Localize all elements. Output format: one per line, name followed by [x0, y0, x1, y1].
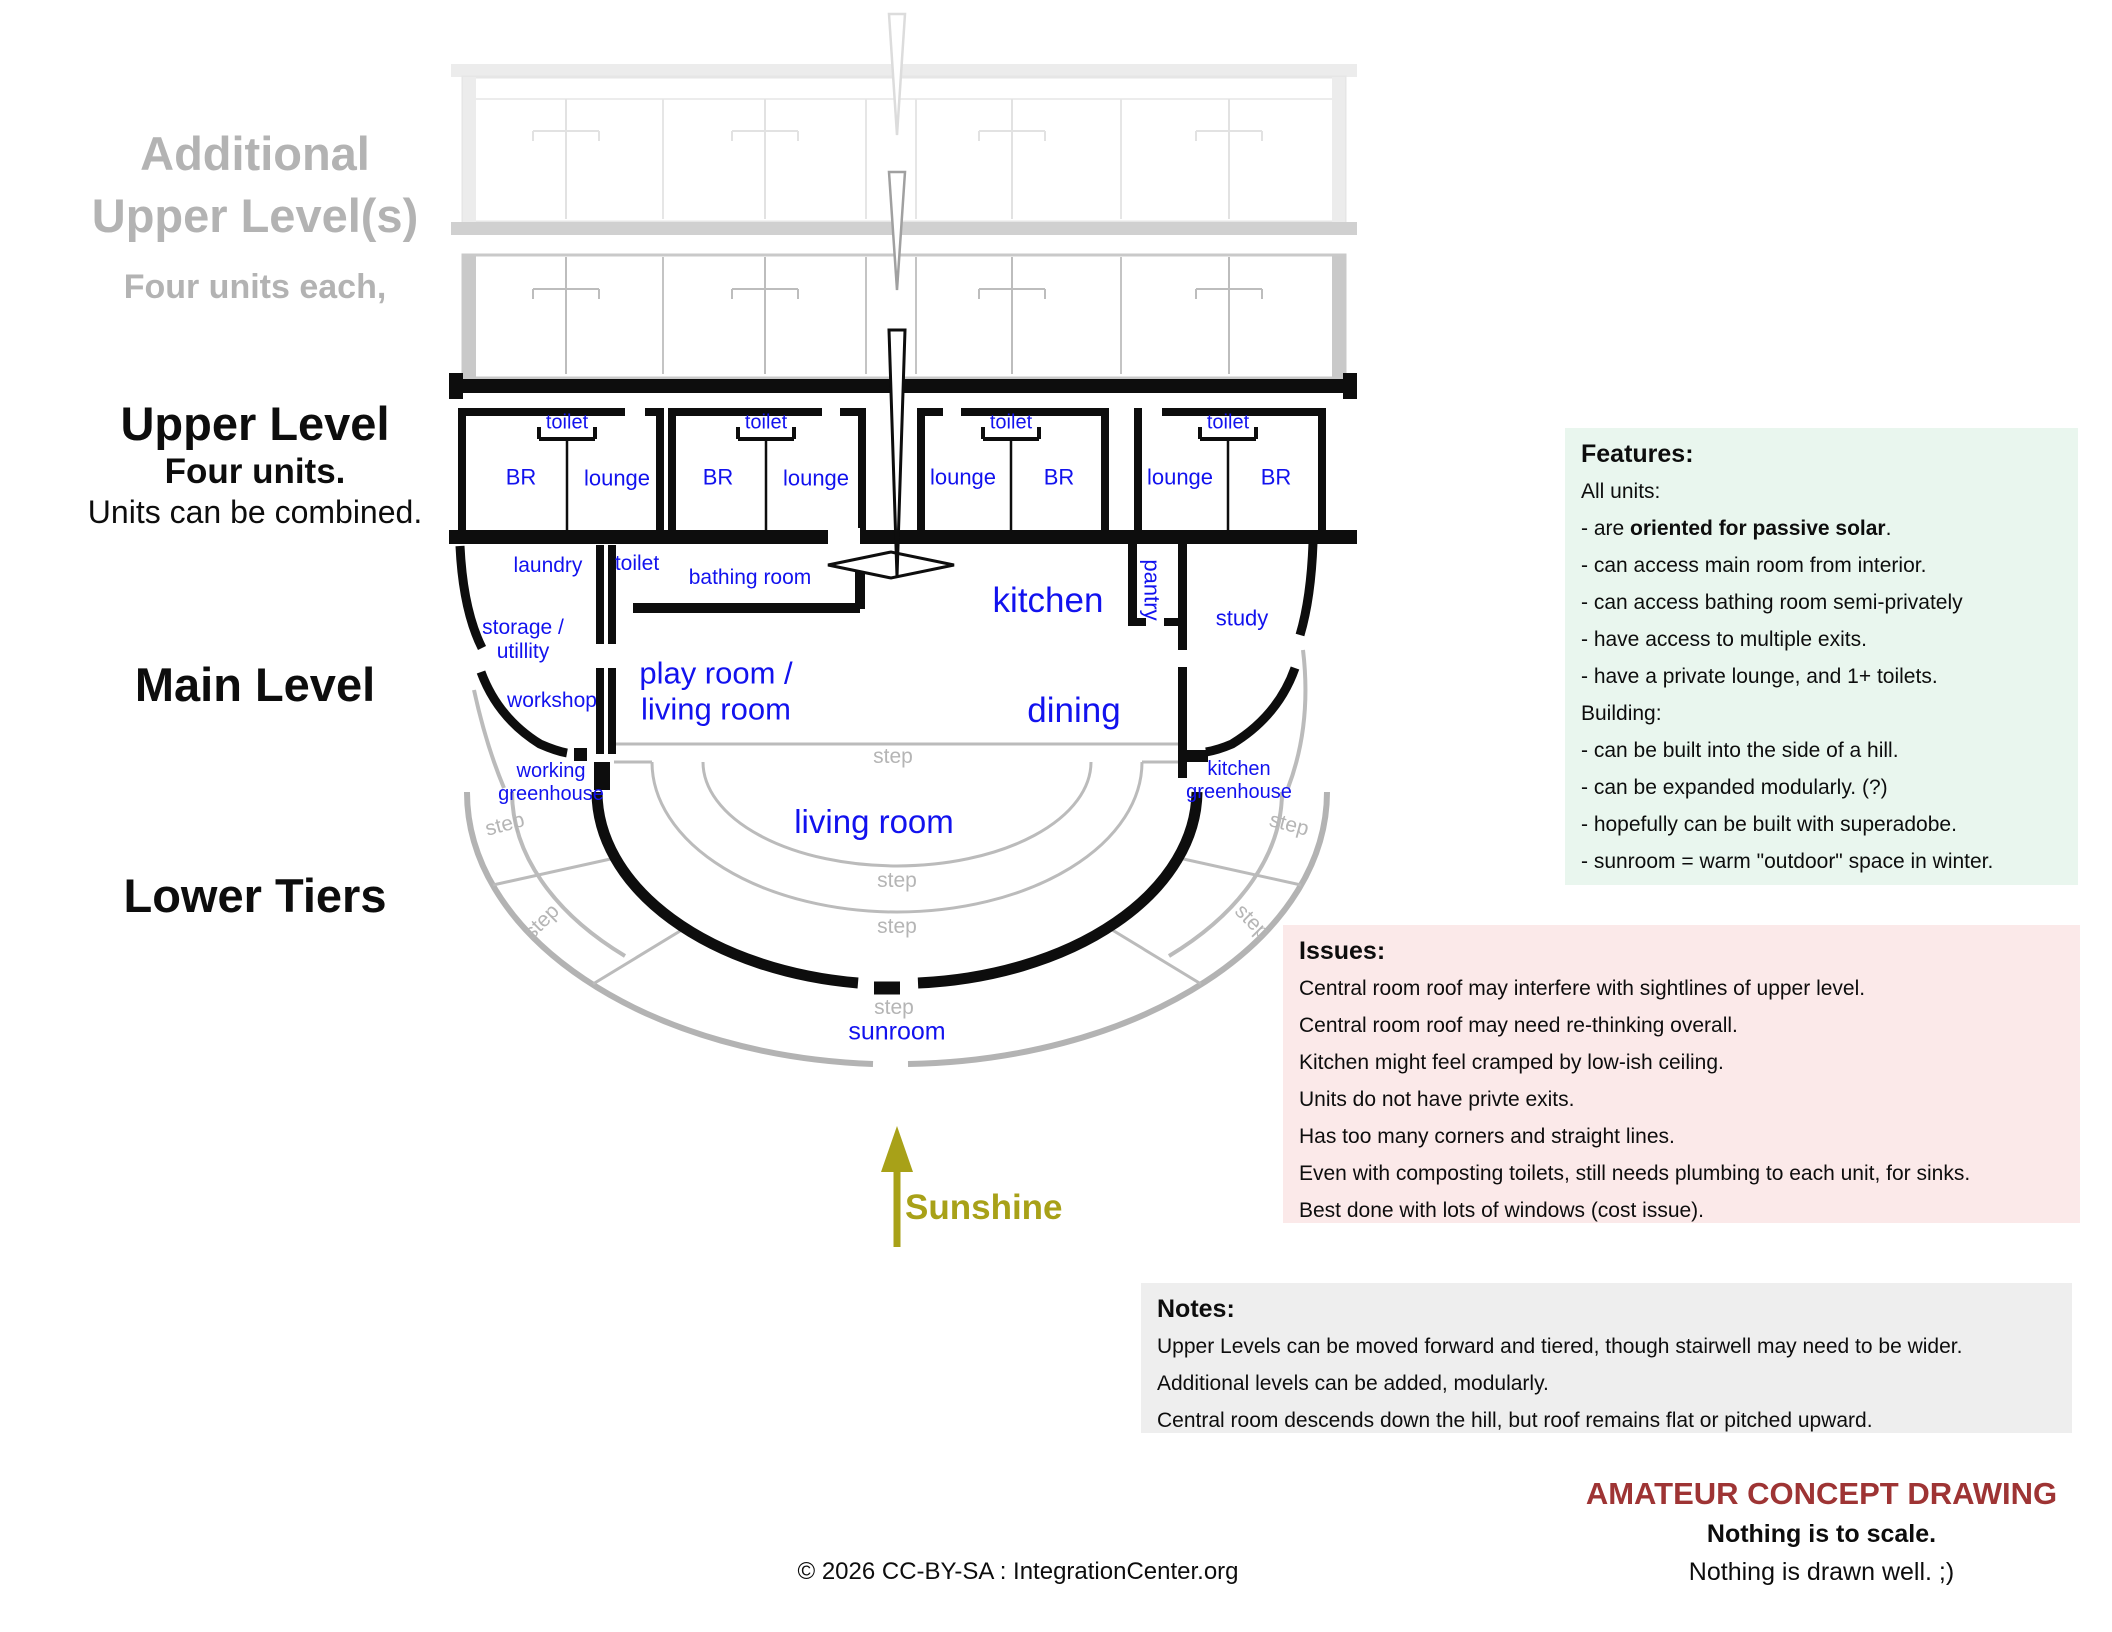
unit1-br-label: BR — [505, 464, 537, 490]
step-label-right-upper: step — [1266, 808, 1312, 841]
step-label-left-lower: step — [519, 899, 564, 944]
notes-title: Notes: — [1157, 1295, 1235, 1323]
upper-level-subheading: Four units. — [164, 452, 346, 491]
unit4-lounge-label: lounge — [1146, 464, 1214, 490]
room-label-laundry: laundry — [513, 553, 583, 577]
nothing-to-scale-text: Nothing is to scale. — [1706, 1520, 1937, 1548]
features-title: Features: — [1581, 440, 1694, 468]
unit1-toilet-label: toilet — [545, 411, 589, 434]
four-units-each-subheading: Four units each, — [123, 268, 387, 306]
additional-upper-levels-heading-line2: Upper Level(s) — [91, 189, 419, 242]
room-label-bathing-room: bathing room — [688, 565, 812, 589]
sunshine-arrow-icon — [881, 1126, 913, 1247]
features-line: - sunroom = warm "outdoor" space in winter. — [1581, 850, 1994, 873]
features-line: Building: — [1581, 702, 1662, 725]
room-label-kitchen: kitchen — [992, 580, 1104, 620]
unit2-lounge-label: lounge — [782, 465, 850, 491]
room-label-dining: dining — [1027, 690, 1121, 730]
features-line: - have a private lounge, and 1+ toilets. — [1581, 665, 1938, 688]
features-panel — [1565, 428, 2078, 885]
features-line: All units: — [1581, 480, 1661, 503]
upper-level-heading: Upper Level — [120, 397, 390, 450]
issues-line: Central room roof may interfere with sightlines of upper level. — [1299, 977, 1866, 1000]
step-label-1: step — [873, 745, 913, 768]
unit4-br-label: BR — [1260, 464, 1292, 490]
room-label-play-living: play room / living room — [639, 655, 793, 726]
ghost-level-top — [451, 64, 1357, 235]
step-label-3: step — [877, 915, 917, 938]
issues-line: Central room roof may need re-thinking overall. — [1299, 1014, 1738, 1037]
step-label-right-lower: step — [1230, 899, 1275, 944]
amateur-concept-drawing-text: AMATEUR CONCEPT DRAWING — [1585, 1476, 2058, 1511]
issues-line: Kitchen might feel cramped by low-ish ceiling. — [1299, 1051, 1724, 1074]
sunshine-label: Sunshine — [905, 1188, 1063, 1227]
room-label-storage-utility: storage / utillity — [482, 615, 564, 663]
room-label-sunroom: sunroom — [848, 1017, 946, 1046]
room-label-toilet-main: toilet — [614, 551, 660, 575]
room-label-pantry: pantry — [1139, 559, 1165, 621]
issues-line: Best done with lots of windows (cost issue). — [1299, 1199, 1705, 1222]
lower-tiers-heading: Lower Tiers — [123, 869, 387, 922]
nothing-drawn-well-text: Nothing is drawn well. ;) — [1688, 1558, 1955, 1586]
features-line: - have access to multiple exits. — [1581, 628, 1867, 651]
features-line: - are oriented for passive solar. — [1581, 517, 1892, 540]
step-label-2: step — [877, 869, 917, 892]
notes-line: Upper Levels can be moved forward and tiered, though stairwell may need to be wider. — [1157, 1335, 1963, 1358]
room-label-study: study — [1215, 605, 1269, 631]
step-label-left-upper: step — [482, 808, 528, 841]
units-combined-note: Units can be combined. — [87, 494, 423, 530]
unit3-toilet-label: toilet — [989, 411, 1033, 434]
features-line: - can access bathing room semi-privately — [1581, 591, 1963, 614]
unit1-lounge-label: lounge — [583, 465, 651, 491]
features-line: - can access main room from interior. — [1581, 554, 1927, 577]
issues-title: Issues: — [1299, 937, 1386, 965]
unit3-br-label: BR — [1043, 464, 1075, 490]
features-line: - can be expanded modularly. (?) — [1581, 776, 1888, 799]
notes-panel — [1141, 1283, 2072, 1433]
unit3-lounge-label: lounge — [929, 464, 997, 490]
issues-line: Units do not have privte exits. — [1299, 1088, 1575, 1111]
features-line: - hopefully can be built with superadobe. — [1581, 813, 1957, 836]
main-level-heading: Main Level — [134, 658, 376, 711]
room-label-living-room: living room — [794, 803, 954, 841]
issues-line: Even with composting toilets, still needs plumbing to each unit, for sinks. — [1299, 1162, 1971, 1185]
unit4-toilet-label: toilet — [1206, 411, 1250, 434]
issues-panel — [1283, 925, 2080, 1223]
additional-upper-levels-heading-line1: Additional — [140, 127, 370, 180]
unit2-br-label: BR — [702, 464, 734, 490]
features-line: - can be built into the side of a hill. — [1581, 739, 1899, 762]
unit2-toilet-label: toilet — [744, 411, 788, 434]
room-label-kitchen-greenhouse: kitchen greenhouse — [1186, 758, 1292, 803]
room-label-working-greenhouse: working greenhouse — [498, 760, 604, 805]
notes-line: Additional levels can be added, modularly. — [1157, 1372, 1549, 1395]
notes-line: Central room descends down the hill, but roof remains flat or pitched upward. — [1157, 1409, 1873, 1432]
copyright-text: © 2026 CC-BY-SA : IntegrationCenter.org — [797, 1558, 1239, 1585]
room-label-workshop: workshop — [507, 688, 597, 712]
step-label-4: step — [874, 996, 914, 1019]
issues-line: Has too many corners and straight lines. — [1299, 1125, 1675, 1148]
